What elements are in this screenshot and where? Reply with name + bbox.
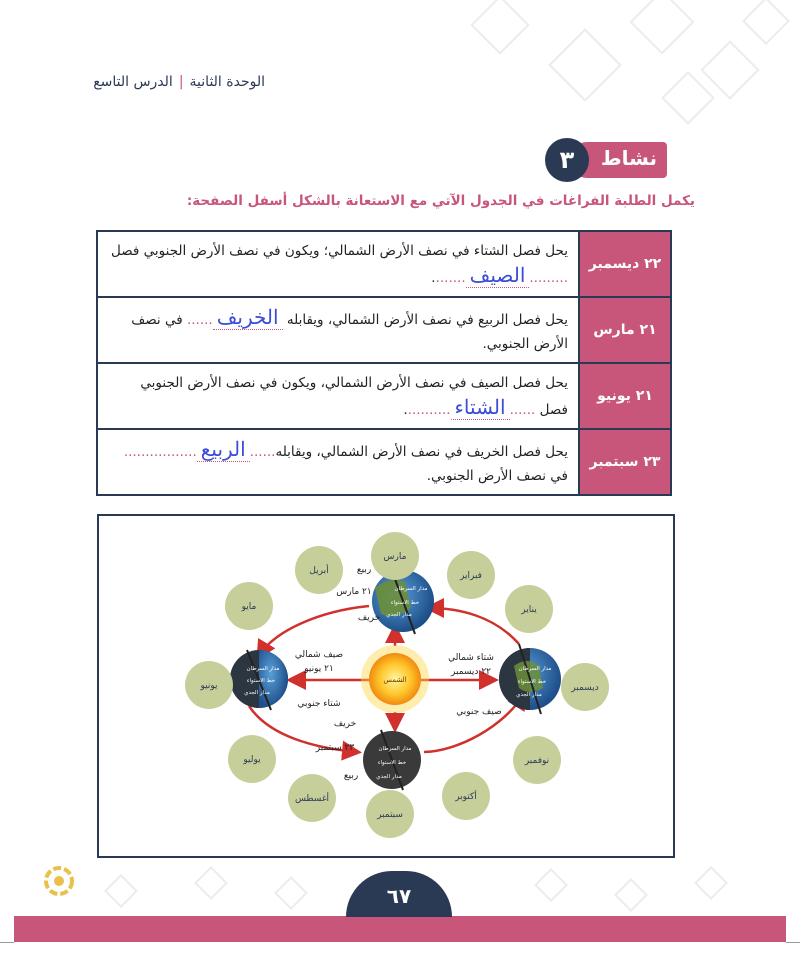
table-row xyxy=(97,363,671,429)
earth-line-label: مدار السرطان xyxy=(378,746,412,752)
label-autumn-2: خريف xyxy=(333,719,357,729)
earth-december xyxy=(499,644,561,714)
row-description xyxy=(97,297,579,363)
activity-number: ٣ xyxy=(545,138,589,182)
label-dec22: ٢٢ ديسمبر xyxy=(451,667,491,677)
answer-field[interactable]: الشتاء xyxy=(451,395,510,420)
earth-line-label: مدار الجدي xyxy=(376,774,402,780)
earth-september xyxy=(363,730,421,790)
blank-dots: ......... xyxy=(529,269,568,286)
blank-dots: ....... xyxy=(435,269,466,286)
label-spring-2: ربيع xyxy=(343,771,359,781)
earth-line-label: خط الاستواء xyxy=(390,600,420,606)
activity-badge xyxy=(545,138,667,180)
earth-line-label: مدار الجدي xyxy=(244,690,270,696)
background-pattern xyxy=(440,0,800,140)
label-north-summer: صيف شمالي xyxy=(294,650,344,660)
answer-field[interactable]: الصيف xyxy=(466,263,530,288)
row-text-end: . xyxy=(431,269,436,286)
row-date: ٢٣ سبتمبر xyxy=(579,429,671,495)
row-text: يحل فصل الصيف في نصف الأرض الشمالي، ويكون في نصف الأرض الجنوبي فصل xyxy=(140,374,568,418)
crop-mark xyxy=(0,942,14,943)
row-text-end: . xyxy=(403,401,408,418)
row-description xyxy=(97,231,579,297)
earth-june xyxy=(230,650,288,710)
blank-dots: ................. xyxy=(123,443,197,460)
earth-line-label: مدار الجدي xyxy=(516,692,542,698)
earth-line-label: خط الاستواء xyxy=(246,678,276,684)
orbit-arrow-top-left xyxy=(259,606,369,656)
label-north-winter: شتاء شمالي xyxy=(448,653,494,663)
footer-band xyxy=(14,916,786,942)
month-label: سبتمبر xyxy=(377,810,403,820)
crop-mark xyxy=(786,942,800,943)
month-label: أبريل xyxy=(309,566,329,576)
earth-line-label: مدار السرطان xyxy=(394,586,428,592)
activity-label: نشاط xyxy=(600,146,657,170)
earth-line-label: مدار السرطان xyxy=(518,666,552,672)
month-label: يوليو xyxy=(243,755,261,765)
month-label: أغسطس xyxy=(294,794,330,804)
month-label: فبراير xyxy=(460,571,482,581)
header-separator: | xyxy=(178,74,184,90)
orbit-arrow-bottom-right xyxy=(424,694,524,752)
label-south-summer: صيف جنوبي xyxy=(456,707,502,717)
earth-line-label: خط الاستواء xyxy=(377,760,407,766)
row-text-end: في نصف الأرض الجنوبي. xyxy=(426,467,568,484)
label-south-winter: شتاء جنوبي xyxy=(297,699,341,709)
page-header xyxy=(93,74,265,90)
table-row xyxy=(97,297,671,363)
month-label: مايو xyxy=(241,602,257,612)
sun-label: الشمس xyxy=(383,676,407,684)
blank-dots: ...... xyxy=(186,311,213,328)
answer-field[interactable]: الربيع xyxy=(197,437,250,462)
row-description xyxy=(97,363,579,429)
month-label: نوفمبر xyxy=(524,756,550,766)
month-label: يناير xyxy=(521,605,537,615)
month-label: مارس xyxy=(383,552,407,562)
row-date: ٢٢ ديسمبر xyxy=(579,231,671,297)
label-autumn: خريف xyxy=(357,613,381,623)
month-label: ديسمبر xyxy=(571,683,599,693)
month-label: يونيو xyxy=(200,681,218,691)
row-text: يحل فصل الخريف في نصف الأرض الشمالي، ويقابله xyxy=(275,443,568,460)
earth-line-label: خط الاستواء xyxy=(517,679,547,685)
earth-line-label: مدار الجدي xyxy=(386,612,412,618)
month-label: أكتوبر xyxy=(455,792,477,802)
label-mar21: ٢١ مارس xyxy=(336,587,372,597)
row-date: ٢١ يونيو xyxy=(579,363,671,429)
table-row xyxy=(97,231,671,297)
blank-dots: ...... xyxy=(249,443,276,460)
earth-line-label: مدار السرطان xyxy=(246,666,280,672)
answer-field[interactable]: الخريف xyxy=(213,305,283,330)
instruction-text: يكمل الطلبة الفراغات في الجدول الآتي مع الاستعانة بالشكل أسفل الصفحة: xyxy=(186,193,695,209)
label-jun21: ٢١ يونيو xyxy=(304,664,334,674)
blank-dots: ...... xyxy=(509,401,536,418)
page-number: ٦٧ xyxy=(346,871,452,917)
sun xyxy=(361,645,429,713)
blank-dots: .......... xyxy=(407,401,451,418)
seasons-diagram xyxy=(97,514,675,858)
row-text: يحل فصل الشتاء في نصف الأرض الشمالي؛ ويكون في نصف الأرض الجنوبي فصل xyxy=(110,242,568,259)
seasons-table xyxy=(96,230,672,496)
lesson-title: الدرس التاسع xyxy=(93,74,173,90)
table-row xyxy=(97,429,671,495)
row-description xyxy=(97,429,579,495)
row-date: ٢١ مارس xyxy=(579,297,671,363)
label-sep23: ٢٣ سبتمبر xyxy=(315,743,355,753)
label-spring: ربيع xyxy=(356,565,372,575)
row-text-end: في نصف الأرض الجنوبي. xyxy=(131,311,568,352)
row-text: يحل فصل الربيع في نصف الأرض الشمالي، ويقابله xyxy=(282,311,568,328)
publisher-logo-icon xyxy=(40,862,78,900)
unit-title: الوحدة الثانية xyxy=(189,74,265,90)
